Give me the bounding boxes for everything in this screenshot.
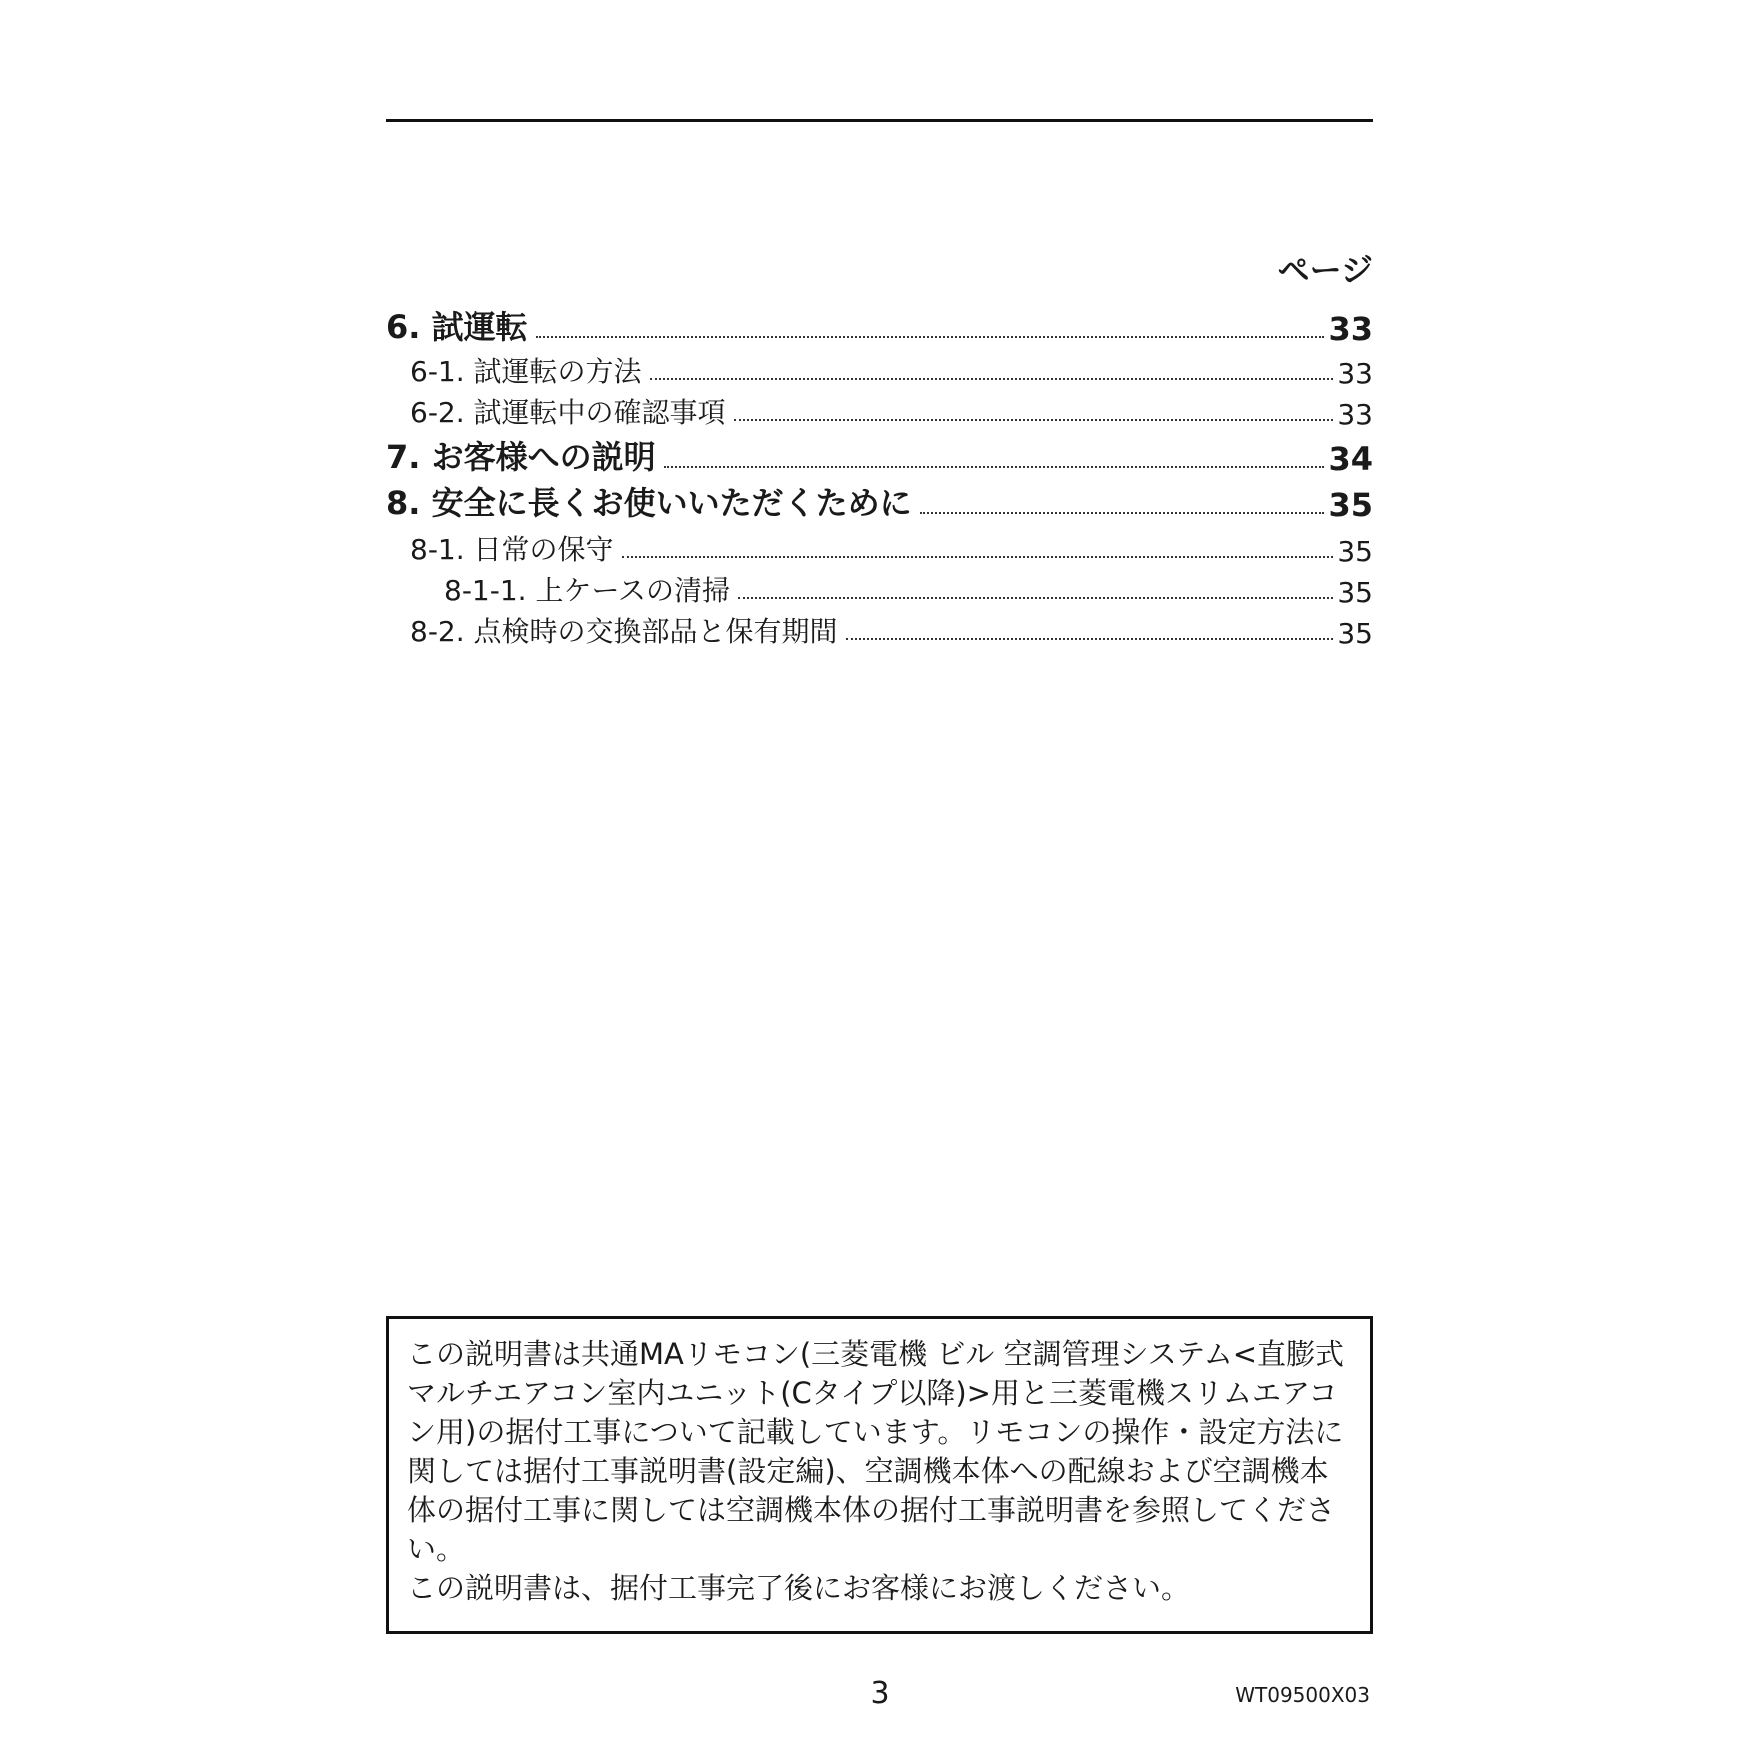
dot-leader: [536, 335, 1325, 338]
toc-entry-8[interactable]: [386, 482, 1373, 524]
toc-entry-title: 8-2. 点検時の交換部品と保有期間: [410, 615, 838, 648]
toc-entry-6-2[interactable]: [386, 389, 1373, 431]
toc-entry-page: 35: [1328, 486, 1373, 524]
toc-entry-6-1[interactable]: [386, 348, 1373, 390]
dot-leader: [920, 511, 1325, 514]
toc-entry-title: 8-1-1. 上ケースの清掃: [444, 574, 731, 607]
top-rule: [386, 119, 1373, 122]
toc-entry-page: 33: [1337, 357, 1373, 390]
notice-text: [407, 1335, 1352, 1608]
dot-leader: [738, 596, 1333, 599]
toc-entry-7[interactable]: [386, 436, 1373, 478]
toc-entry-page: 33: [1328, 310, 1373, 348]
dot-leader: [622, 555, 1334, 558]
toc-entry-8-2[interactable]: [386, 608, 1373, 650]
toc-entry-page: 35: [1337, 576, 1373, 609]
toc-entry-8-1-1[interactable]: [386, 567, 1373, 609]
toc-entry-6[interactable]: [386, 306, 1373, 348]
dot-leader: [664, 465, 1325, 468]
toc-page-column-header: ページ: [1277, 251, 1373, 289]
toc-entry-8-1[interactable]: [386, 526, 1373, 568]
dot-leader: [650, 377, 1334, 380]
dot-leader: [846, 637, 1334, 640]
toc-entry-title: 6-2. 試運転中の確認事項: [410, 396, 726, 429]
notice-box: [386, 1316, 1373, 1634]
toc-entry-page: 35: [1337, 617, 1373, 650]
toc-entry-title: 8. 安全に長くお使いいただくために: [386, 484, 912, 522]
toc-entry-title: 6. 試運転: [386, 308, 528, 346]
toc-entry-title: 8-1. 日常の保守: [410, 533, 614, 566]
page-number: 3: [870, 1676, 890, 1711]
toc-entry-page: 35: [1337, 535, 1373, 568]
toc-entry-page: 34: [1328, 440, 1373, 478]
notice-paragraph: この説明書は共通MAリモコン(三菱電機 ビル 空調管理システム<直膨式マルチエアコン室内ユニット(Cタイプ以降)>用と三菱電機スリムエアコン用)の据付工事について記載しています。リモコンの操作・設定方法に関しては据付工事説明書(設定編)、空調機本体への配線および空調機本体の据付工事に関しては空調機本体の据付工事説明書を参照してください。: [407, 1337, 1345, 1566]
toc-entry-title: 6-1. 試運転の方法: [410, 355, 642, 388]
toc-entry-title: 7. お客様への説明: [386, 438, 656, 476]
toc-entry-page: 33: [1337, 398, 1373, 431]
dot-leader: [734, 418, 1334, 421]
notice-paragraph: この説明書は、据付工事完了後にお客様にお渡しください。: [407, 1571, 1191, 1605]
document-code: WT09500X03: [1235, 1683, 1370, 1707]
